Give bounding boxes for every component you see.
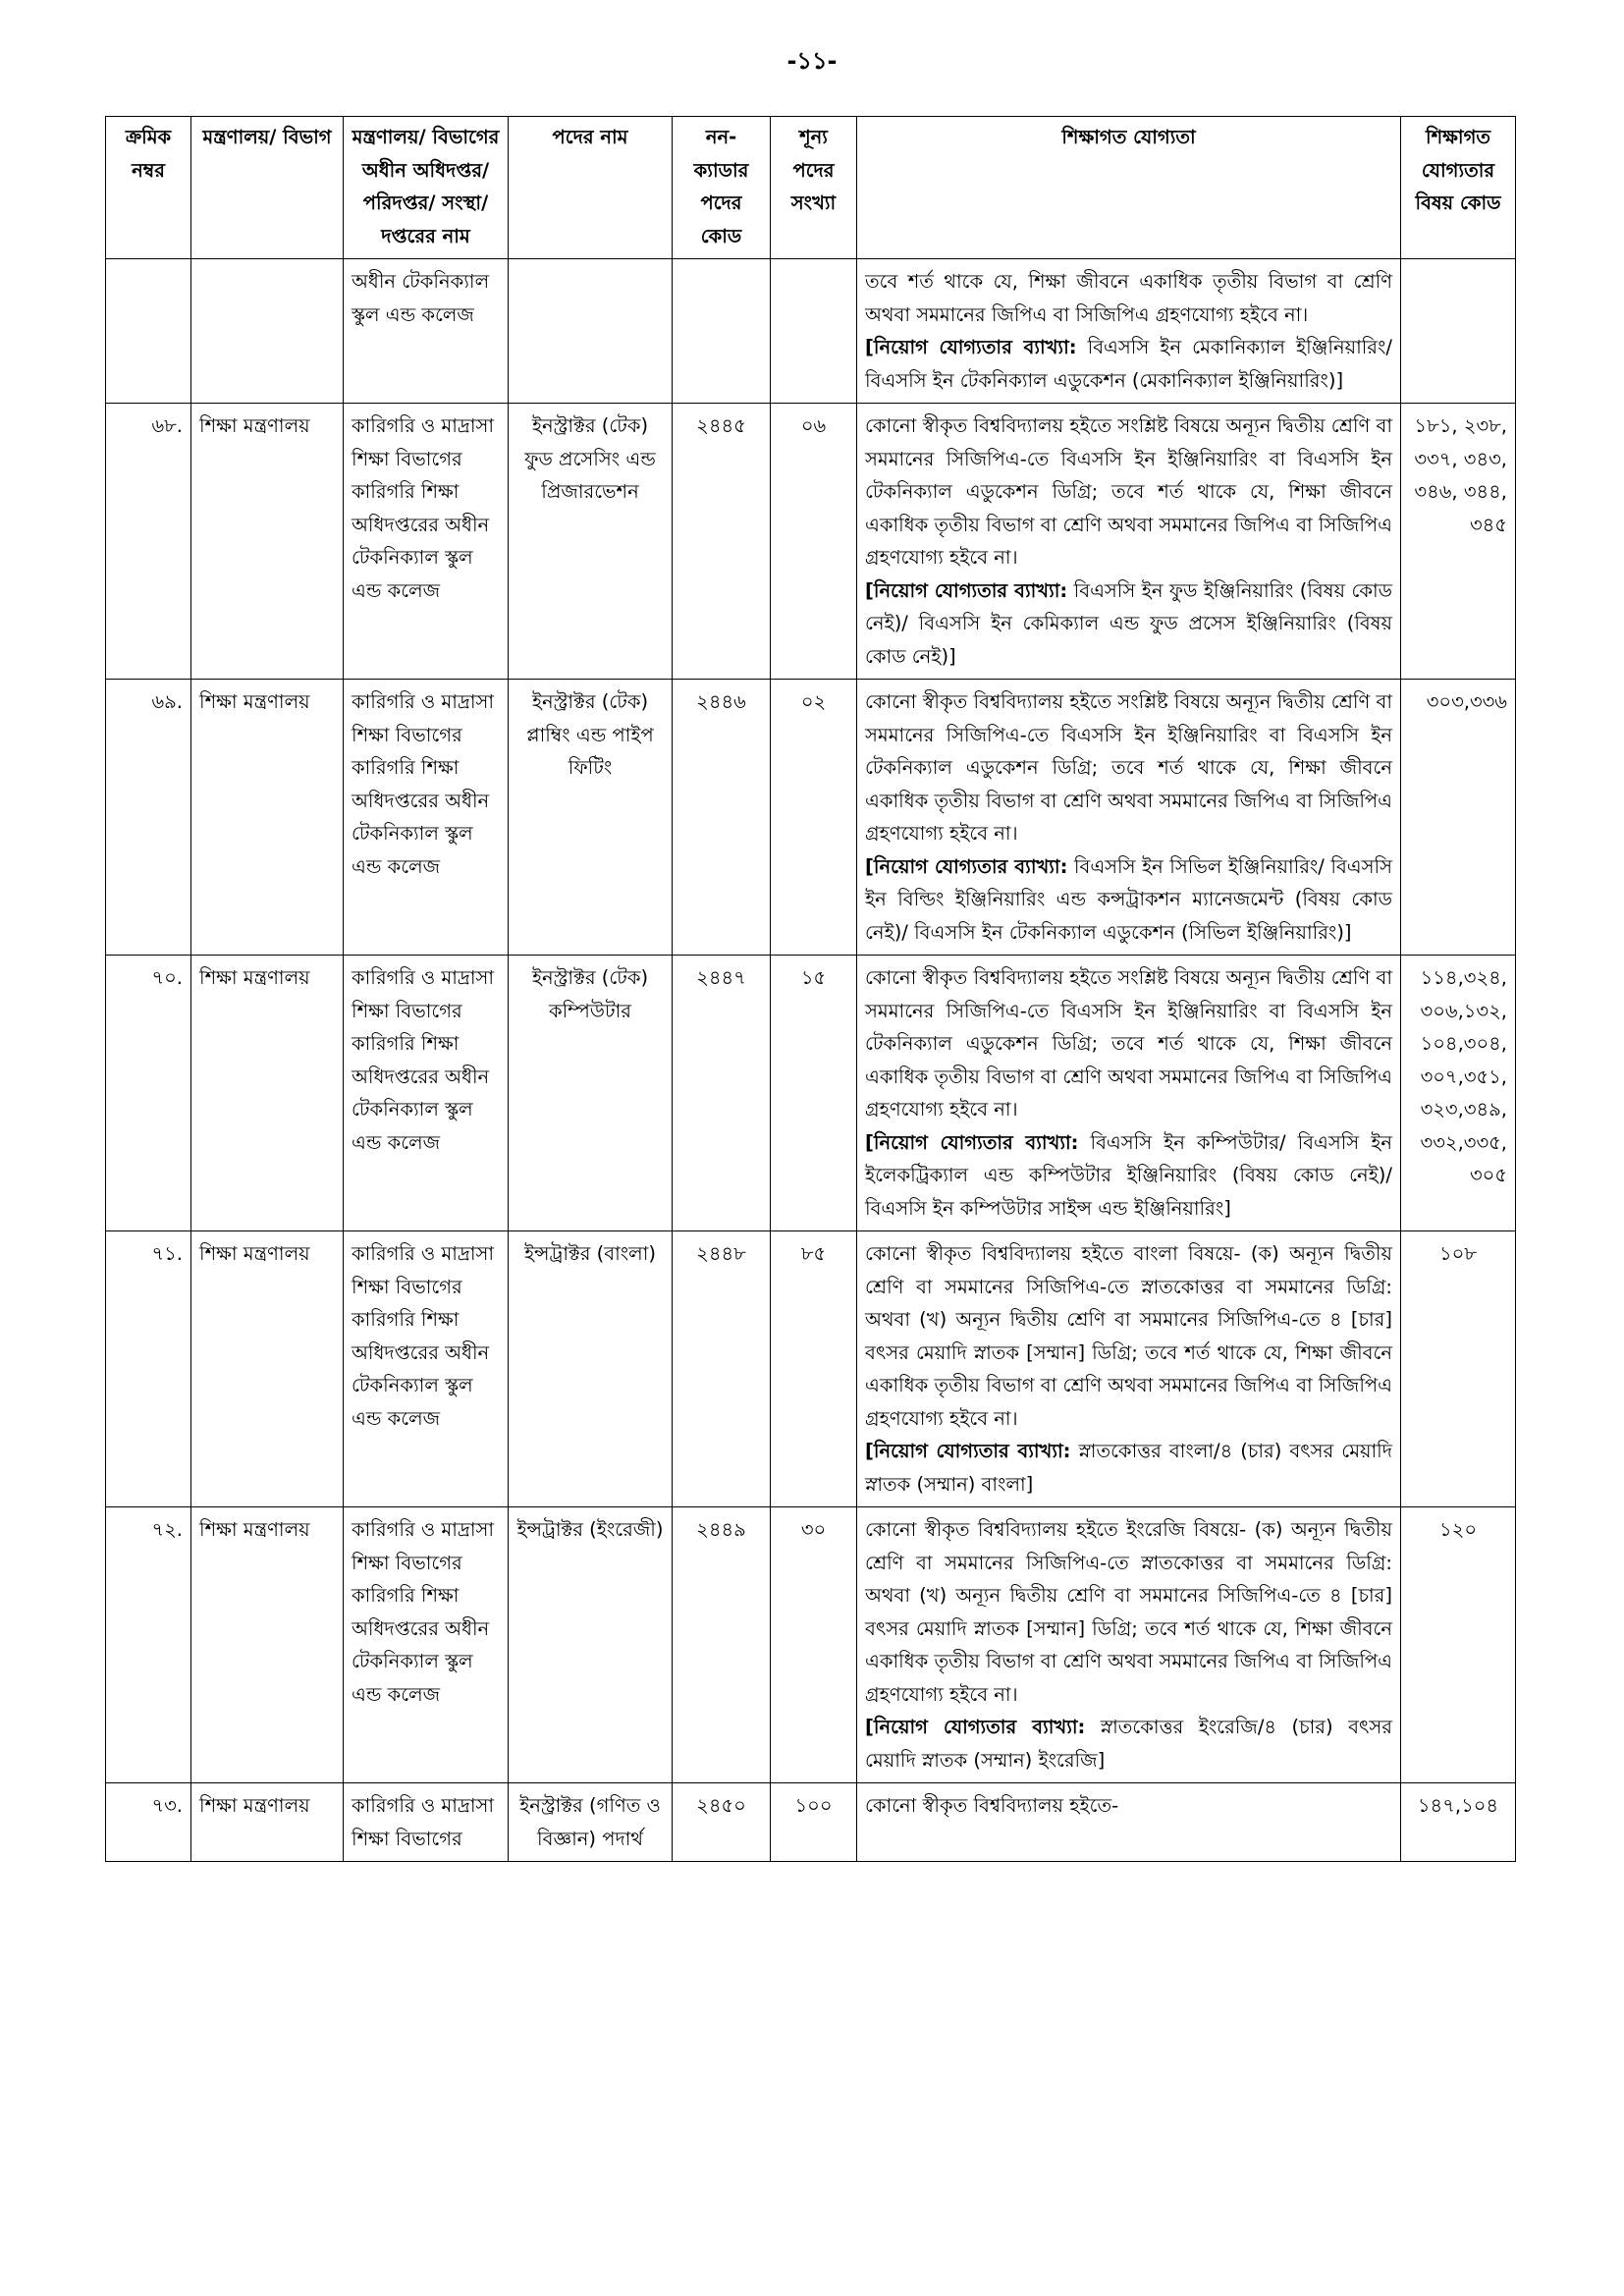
explanation-text xyxy=(865,331,1392,397)
qualification-text: কোনো স্বীকৃত বিশ্ববিদ্যালয় হইতে সংশ্লিষ্ট বিষয়ে অন্যূন দ্বিতীয় শ্রেণি বা সমমানের সিজিপিএ-তে বিএসসি ইন ইঞ্জিনিয়ারিং বা বিএসসি ইন টেকনিক্যাল এডুকেশন ডিগ্রি; তবে শর্ত থাকে যে, শিক্ষা জীবনে একাধিক তৃতীয় বিভাগ বা শ্রেণি অথবা সমমানের জিপিএ বা সিজিপিএ গ্রহণযোগ্য হইবে না। xyxy=(865,414,1392,569)
office-cell: কারিগরি ও মাদ্রাসা শিক্ষা বিভাগের কারিগরি শিক্ষা অধিদপ্তরের অধীন টেকনিক্যাল স্কুল এন্ড কলেজ xyxy=(344,680,509,956)
explanation-text xyxy=(865,1711,1392,1777)
qualification-text: কোনো স্বীকৃত বিশ্ববিদ্যালয় হইতে সংশ্লিষ্ট বিষয়ে অন্যূন দ্বিতীয় শ্রেণি বা সমমানের সিজিপিএ-তে বিএসসি ইন ইঞ্জিনিয়ারিং বা বিএসসি ইন টেকনিক্যাল এডুকেশন ডিগ্রি; তবে শর্ত থাকে যে, শিক্ষা জীবনে একাধিক তৃতীয় বিভাগ বা শ্রেণি অথবা সমমানের জিপিএ বা সিজিপিএ গ্রহণযোগ্য হইবে না। xyxy=(865,690,1392,845)
explanation-body: স্নাতকোত্তর ইংরেজি/৪ (চার) বৎসর মেয়াদি স্নাতক (সম্মান) ইংরেজি] xyxy=(865,1716,1392,1772)
table-row xyxy=(106,1507,1516,1783)
vacancy-cell: ০৬ xyxy=(771,404,857,680)
serial-cell: ৭২. xyxy=(106,1507,191,1783)
header-code: নন-ক্যাডার পদের কোড xyxy=(673,117,771,259)
office-cell: কারিগরি ও মাদ্রাসা শিক্ষা বিভাগের কারিগরি শিক্ষা অধিদপ্তরের অধীন টেকনিক্যাল স্কুল এন্ড কলেজ xyxy=(344,1231,509,1507)
vacancy-cell: ৩০ xyxy=(771,1507,857,1783)
explanation-label: [নিয়োগ যোগ্যতার ব্যাখ্যা: xyxy=(865,1716,1086,1738)
header-office: মন্ত্রণালয়/ বিভাগের অধীন অধিদপ্তর/ পরিদপ্তর/ সংস্থা/ দপ্তরের নাম xyxy=(344,117,509,259)
post-cell: ইনস্ট্রাক্টর (গণিত ও বিজ্ঞান) পদার্থ xyxy=(509,1783,673,1862)
table-row xyxy=(106,1783,1516,1862)
table-row xyxy=(106,680,1516,956)
qualification-cell xyxy=(857,680,1401,956)
qualification-cell xyxy=(857,1507,1401,1783)
vacancy-cell: ১০০ xyxy=(771,1783,857,1862)
serial-cell: ৬৮. xyxy=(106,404,191,680)
qualification-text: কোনো স্বীকৃত বিশ্ববিদ্যালয় হইতে বাংলা বিষয়ে- (ক) অন্যূন দ্বিতীয় শ্রেণি বা সমমানের সিজিপিএ-তে স্নাতকোত্তর বা সমমানের ডিগ্রি: অথবা (খ) অন্যূন দ্বিতীয় শ্রেণি বা সমমানের সিজিপিএ-তে ৪ [চার] বৎসর মেয়াদি স্নাতক [সম্মান] ডিগ্রি; তবে শর্ত থাকে যে, শিক্ষা জীবনে একাধিক তৃতীয় বিভাগ বা শ্রেণি অথবা সমমানের জিপিএ বা সিজিপিএ গ্রহণযোগ্য হইবে না। xyxy=(865,1242,1392,1430)
post-cell: ইনস্ট্রাক্টর (টেক) প্লাম্বিং এন্ড পাইপ ফিটিং xyxy=(509,680,673,956)
vacancy-cell: ১৫ xyxy=(771,956,857,1231)
qualification-cell xyxy=(857,1231,1401,1507)
office-cell: কারিগরি ও মাদ্রাসা শিক্ষা বিভাগের xyxy=(344,1783,509,1862)
ministry-cell: শিক্ষা মন্ত্রণালয় xyxy=(191,1231,344,1507)
ministry-cell: শিক্ষা মন্ত্রণালয় xyxy=(191,956,344,1231)
ministry-cell: শিক্ষা মন্ত্রণালয় xyxy=(191,404,344,680)
table-row xyxy=(106,1231,1516,1507)
explanation-body: বিএসসি ইন কম্পিউটার/ বিএসসি ইন ইলেকট্রিক্যাল এন্ড কম্পিউটার ইঞ্জিনিয়ারিং (বিষয় কোড নেই)/ বিএসসি ইন কম্পিউটার সাইন্স এন্ড ইঞ্জিনিয়ারিং] xyxy=(865,1130,1392,1220)
header-post: পদের নাম xyxy=(509,117,673,259)
post-cell: ইন্সট্রাক্টর (ইংরেজী) xyxy=(509,1507,673,1783)
vacancy-cell xyxy=(771,259,857,404)
serial-cell: ৬৯. xyxy=(106,680,191,956)
serial-cell: ৭৩. xyxy=(106,1783,191,1862)
header-subject-code: শিক্ষাগত যোগ্যতার বিষয় কোড xyxy=(1401,117,1516,259)
code-cell xyxy=(673,259,771,404)
explanation-label: [নিয়োগ যোগ্যতার ব্যাখ্যা: xyxy=(865,578,1068,602)
table-header-row xyxy=(106,117,1516,259)
explanation-body: বিএসসি ইন সিভিল ইঞ্জিনিয়ারিং/ বিএসসি ইন বিল্ডিং ইঞ্জিনিয়ারিং এন্ড কন্সট্রাকশন ম্যানেজমেন্ট (বিষয় কোড নেই)/ বিএসসি ইন টেকনিক্যাল এডুকেশন (সিভিল ইঞ্জিনিয়ারিং)] xyxy=(865,854,1392,944)
serial-cell xyxy=(106,259,191,404)
vacancy-cell: ০২ xyxy=(771,680,857,956)
header-ministry: মন্ত্রণালয়/ বিভাগ xyxy=(191,117,344,259)
code-cell: ২৪৪৮ xyxy=(673,1231,771,1507)
code-cell: ২৪৪৯ xyxy=(673,1507,771,1783)
code-cell: ২৪৪৭ xyxy=(673,956,771,1231)
ministry-cell xyxy=(191,259,344,404)
subject-code-cell: ৩০৩,৩৩৬ xyxy=(1401,680,1516,956)
explanation-text xyxy=(865,1435,1392,1501)
header-vacancy: শূন্য পদের সংখ্যা xyxy=(771,117,857,259)
office-cell: অধীন টেকনিক্যাল স্কুল এন্ড কলেজ xyxy=(344,259,509,404)
explanation-label: [নিয়োগ যোগ্যতার ব্যাখ্যা: xyxy=(865,1440,1071,1462)
explanation-label: [নিয়োগ যোগ্যতার ব্যাখ্যা: xyxy=(865,1130,1079,1154)
qualification-cell xyxy=(857,259,1401,404)
page-number: -১১- xyxy=(786,47,838,75)
office-cell: কারিগরি ও মাদ্রাসা শিক্ষা বিভাগের কারিগরি শিক্ষা অধিদপ্তরের অধীন টেকনিক্যাল স্কুল এন্ড কলেজ xyxy=(344,1507,509,1783)
ministry-cell: শিক্ষা মন্ত্রণালয় xyxy=(191,1783,344,1862)
qualification-cell xyxy=(857,1783,1401,1862)
explanation-body: বিএসসি ইন মেকানিক্যাল ইঞ্জিনিয়ারিং/ বিএসসি ইন টেকনিক্যাল এডুকেশন (মেকানিক্যাল ইঞ্জিনিয়ারিং)] xyxy=(865,336,1392,392)
explanation-text xyxy=(865,1126,1392,1226)
subject-code-cell: ১০৮ xyxy=(1401,1231,1516,1507)
vacancy-cell: ৮৫ xyxy=(771,1231,857,1507)
header-serial: ক্রমিক নম্বর xyxy=(106,117,191,259)
qualification-text: তবে শর্ত থাকে যে, শিক্ষা জীবনে একাধিক তৃতীয় বিভাগ বা শ্রেণি অথবা সমমানের জিপিএ বা সিজিপিএ গ্রহণযোগ্য হইবে না। xyxy=(865,270,1392,326)
code-cell: ২৪৫০ xyxy=(673,1783,771,1862)
post-cell: ইনস্ট্রাক্টর (টেক) ফুড প্রসেসিং এন্ড প্রিজারভেশন xyxy=(509,404,673,680)
subject-code-cell: ১২০ xyxy=(1401,1507,1516,1783)
subject-code-cell: ১৮১, ২৩৮, ৩৩৭, ৩৪৩, ৩৪৬, ৩৪৪, ৩৪৫ xyxy=(1401,404,1516,680)
table-row xyxy=(106,259,1516,404)
qualification-text: কোনো স্বীকৃত বিশ্ববিদ্যালয় হইতে ইংরেজি বিষয়ে- (ক) অন্যূন দ্বিতীয় শ্রেণি বা সমমানের সিজিপিএ-তে স্নাতকোত্তর বা সমমানের ডিগ্রি: অথবা (খ) অন্যূন দ্বিতীয় শ্রেণি বা সমমানের সিজিপিএ-তে ৪ [চার] বৎসর মেয়াদি স্নাতক [সম্মান] ডিগ্রি; তবে শর্ত থাকে যে, শিক্ষা জীবনে একাধিক তৃতীয় বিভাগ বা শ্রেণি অথবা সমমানের জিপিএ বা সিজিপিএ গ্রহণযোগ্য হইবে না। xyxy=(865,1518,1392,1706)
explanation-text xyxy=(865,574,1392,674)
subject-code-cell: ১৪৭,১০৪ xyxy=(1401,1783,1516,1862)
table-row xyxy=(106,404,1516,680)
serial-cell: ৭১. xyxy=(106,1231,191,1507)
post-cell: ইনস্ট্রাক্টর (টেক) কম্পিউটার xyxy=(509,956,673,1231)
recruitment-table xyxy=(105,116,1516,1862)
post-cell: ইন্সট্রাক্টর (বাংলা) xyxy=(509,1231,673,1507)
explanation-label: [নিয়োগ যোগ্যতার ব্যাখ্যা: xyxy=(865,854,1068,878)
ministry-cell: শিক্ষা মন্ত্রণালয় xyxy=(191,1507,344,1783)
header-qualification: শিক্ষাগত যোগ্যতা xyxy=(857,117,1401,259)
post-cell xyxy=(509,259,673,404)
serial-cell: ৭০. xyxy=(106,956,191,1231)
code-cell: ২৪৪৬ xyxy=(673,680,771,956)
explanation-label: [নিয়োগ যোগ্যতার ব্যাখ্যা: xyxy=(865,336,1077,358)
explanation-body: বিএসসি ইন ফুড ইঞ্জিনিয়ারিং (বিষয় কোড নেই)/ বিএসসি ইন কেমিক্যাল এন্ড ফুড প্রসেস ইঞ্জিনিয়ারিং (বিষয় কোড নেই)] xyxy=(865,578,1392,668)
office-cell: কারিগরি ও মাদ্রাসা শিক্ষা বিভাগের কারিগরি শিক্ষা অধিদপ্তরের অধীন টেকনিক্যাল স্কুল এন্ড কলেজ xyxy=(344,956,509,1231)
ministry-cell: শিক্ষা মন্ত্রণালয় xyxy=(191,680,344,956)
table-row xyxy=(106,956,1516,1231)
code-cell: ২৪৪৫ xyxy=(673,404,771,680)
qualification-cell xyxy=(857,404,1401,680)
subject-code-cell: ১১৪,৩২৪, ৩০৬,১৩২, ১০৪,৩০৪, ৩০৭,৩৫১, ৩২৩,৩৪৯, ৩৩২,৩৩৫, ৩০৫ xyxy=(1401,956,1516,1231)
explanation-text xyxy=(865,850,1392,950)
subject-code-cell xyxy=(1401,259,1516,404)
qualification-text: কোনো স্বীকৃত বিশ্ববিদ্যালয় হইতে- xyxy=(865,1794,1119,1817)
qualification-cell xyxy=(857,956,1401,1231)
office-cell: কারিগরি ও মাদ্রাসা শিক্ষা বিভাগের কারিগরি শিক্ষা অধিদপ্তরের অধীন টেকনিক্যাল স্কুল এন্ড কলেজ xyxy=(344,404,509,680)
explanation-body: স্নাতকোত্তর বাংলা/৪ (চার) বৎসর মেয়াদি স্নাতক (সম্মান) বাংলা] xyxy=(865,1440,1392,1496)
qualification-text: কোনো স্বীকৃত বিশ্ববিদ্যালয় হইতে সংশ্লিষ্ট বিষয়ে অন্যূন দ্বিতীয় শ্রেণি বা সমমানের সিজিপিএ-তে বিএসসি ইন ইঞ্জিনিয়ারিং বা বিএসসি ইন টেকনিক্যাল এডুকেশন ডিগ্রি; তবে শর্ত থাকে যে, শিক্ষা জীবনে একাধিক তৃতীয় বিভাগ বা শ্রেণি অথবা সমমানের জিপিএ বা সিজিপিএ গ্রহণযোগ্য হইবে না। xyxy=(865,966,1392,1121)
